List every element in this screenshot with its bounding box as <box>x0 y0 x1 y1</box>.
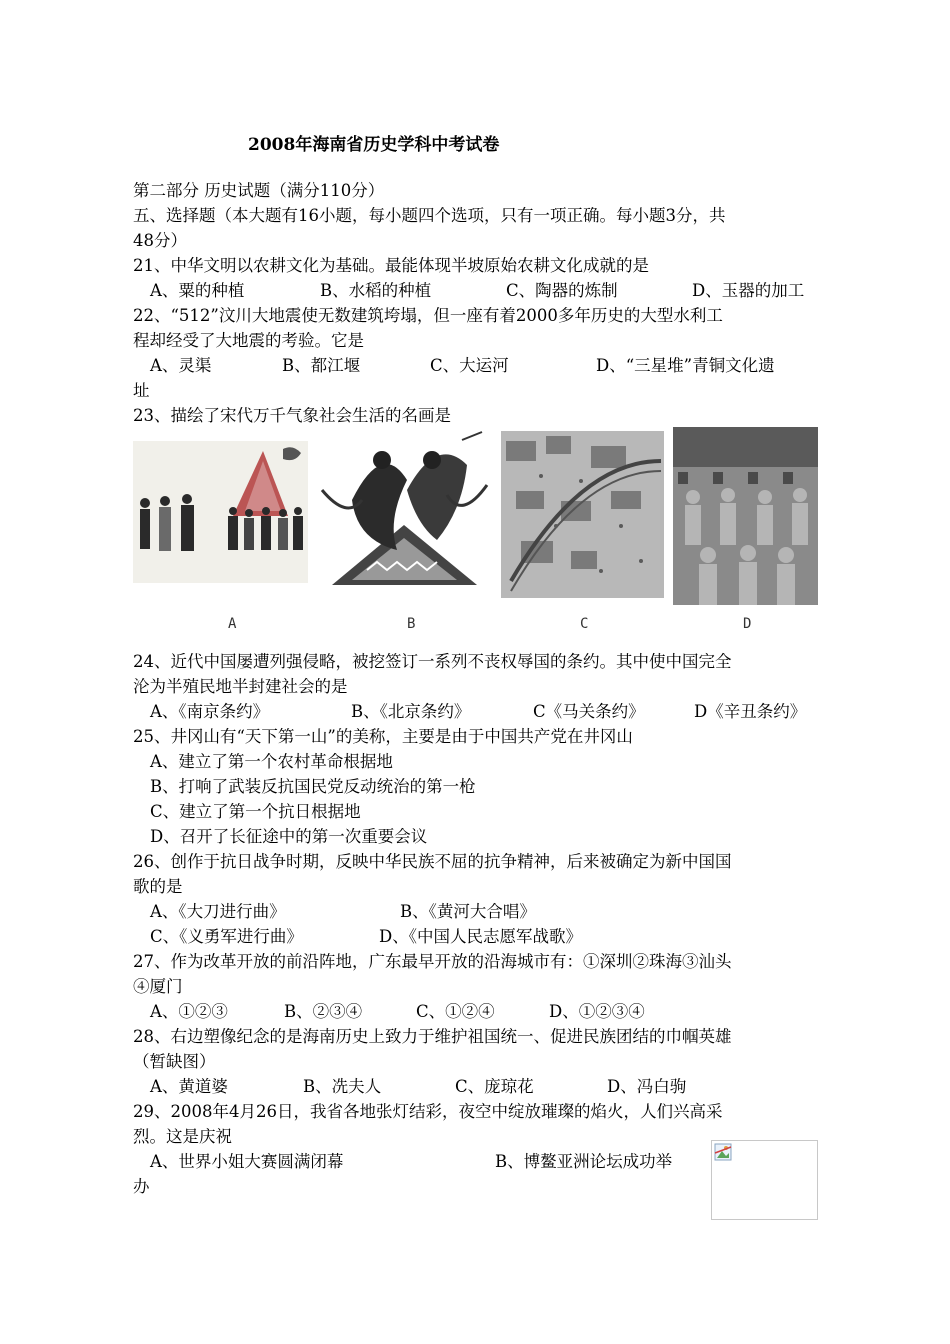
q28-stem-line2: （暂缺图） <box>133 1052 216 1071</box>
page-title: 2008年海南省历史学科中考试卷 <box>248 135 500 155</box>
picture-b-caption: B <box>407 616 416 632</box>
q26-stem-line1: 26、创作于抗日战争时期，反映中华民族不屈的抗争精神，后来被确定为新中国国 <box>133 852 732 871</box>
q21-stem: 21、中华文明以农耕文化为基础。最能体现半坡原始农耕文化成就的是 <box>133 256 649 275</box>
q24-option-c: C《马关条约》 <box>533 702 645 721</box>
q28-option-c: C、庞琼花 <box>455 1077 534 1096</box>
q29-stem-line2: 烈。这是庆祝 <box>133 1127 232 1146</box>
q26-option-c: C、《义勇军进行曲》 <box>150 927 303 946</box>
q24-stem-line2: 沦为半殖民地半封建社会的是 <box>133 677 348 696</box>
q24-option-d: D《辛丑条约》 <box>694 702 807 721</box>
q21-option-a: A、粟的种植 <box>150 281 245 300</box>
q26-option-d: D、《中国人民志愿军战歌》 <box>379 927 582 946</box>
q28-option-b: B、冼夫人 <box>303 1077 382 1096</box>
q25-stem: 25、井冈山有“天下第一山”的美称，主要是由于中国共产党在井冈山 <box>133 727 633 746</box>
picture-c-scroll-painting <box>501 431 664 598</box>
q22-option-d-wrap: 址 <box>133 381 150 400</box>
picture-b-dancers <box>312 430 497 600</box>
q29-option-a: A、世界小姐大赛圆满闭幕 <box>150 1152 344 1171</box>
q29-stem-line1: 29、2008年4月26日，我省各地张灯结彩，夜空中绽放璀璨的焰火，人们兴高采 <box>133 1102 723 1121</box>
q22-option-d: D、“三星堆”青铜文化遗 <box>596 356 775 375</box>
q27-option-b: B、②③④ <box>284 1002 363 1021</box>
q21-option-d: D、玉器的加工 <box>692 281 805 300</box>
q27-stem-line2: ④厦门 <box>133 977 183 996</box>
q27-stem-line1: 27、作为改革开放的前沿阵地，广东最早开放的沿海城市有：①深圳②珠海③汕头 <box>133 952 732 971</box>
q21-option-c: C、陶器的炼制 <box>506 281 618 300</box>
picture-d-art <box>673 427 818 605</box>
q21-option-b: B、水稻的种植 <box>320 281 432 300</box>
q25-option-c: C、建立了第一个抗日根据地 <box>150 802 361 821</box>
q26-option-a: A、《大刀进行曲》 <box>150 902 286 921</box>
q27-option-c: C、①②④ <box>416 1002 495 1021</box>
picture-c-caption: C <box>580 616 589 632</box>
picture-d-caption: D <box>743 616 752 632</box>
q28-stem-line1: 28、右边塑像纪念的是海南历史上致力于维护祖国统一、促进民族团结的巾帼英雄 <box>133 1027 732 1046</box>
q22-stem-line1: 22、“512”汶川大地震使无数建筑垮塌，但一座有着2000多年历史的大型水利工 <box>133 306 723 325</box>
q25-option-d: D、召开了长征途中的第一次重要会议 <box>150 827 428 846</box>
q22-option-a: A、灵渠 <box>150 356 212 375</box>
section-instructions-line1: 五、选择题（本大题有16小题，每小题四个选项，只有一项正确。每小题3分，共 <box>133 206 726 225</box>
broken-image-icon <box>714 1143 734 1163</box>
q29-option-b: B、博鳌亚洲论坛成功举 <box>495 1152 673 1171</box>
picture-c-art <box>501 431 664 598</box>
q27-option-d: D、①②③④ <box>549 1002 645 1021</box>
q29-option-b-wrap: 办 <box>133 1177 150 1196</box>
q22-option-b: B、都江堰 <box>282 356 361 375</box>
q24-option-b: B、《北京条约》 <box>351 702 471 721</box>
section-instructions-line2: 48分） <box>133 231 187 250</box>
q22-option-c: C、大运河 <box>430 356 509 375</box>
q26-stem-line2: 歌的是 <box>133 877 183 896</box>
part-header: 第二部分 历史试题（满分110分） <box>133 181 385 200</box>
broken-image-placeholder <box>711 1140 818 1220</box>
picture-a-painting <box>133 441 308 583</box>
picture-d-terracotta <box>673 427 818 605</box>
q24-stem-line1: 24、近代中国屡遭列强侵略，被挖签订一系列不丧权辱国的条约。其中使中国完全 <box>133 652 732 671</box>
q25-option-a: A、建立了第一个农村革命根据地 <box>150 752 393 771</box>
q22-stem-line2: 程却经受了大地震的考验。它是 <box>133 331 364 350</box>
picture-a-art <box>133 441 308 583</box>
picture-b-art <box>312 430 497 600</box>
q25-option-b: B、打响了武装反抗国民党反动统治的第一枪 <box>150 777 476 796</box>
q28-option-a: A、黄道婆 <box>150 1077 228 1096</box>
q27-option-a: A、①②③ <box>150 1002 228 1021</box>
picture-a-caption: A <box>228 616 237 632</box>
q28-option-d: D、冯白驹 <box>607 1077 687 1096</box>
q26-option-b: B、《黄河大合唱》 <box>400 902 536 921</box>
q23-stem: 23、描绘了宋代万千气象社会生活的名画是 <box>133 406 451 425</box>
q24-option-a: A、《南京条约》 <box>150 702 270 721</box>
